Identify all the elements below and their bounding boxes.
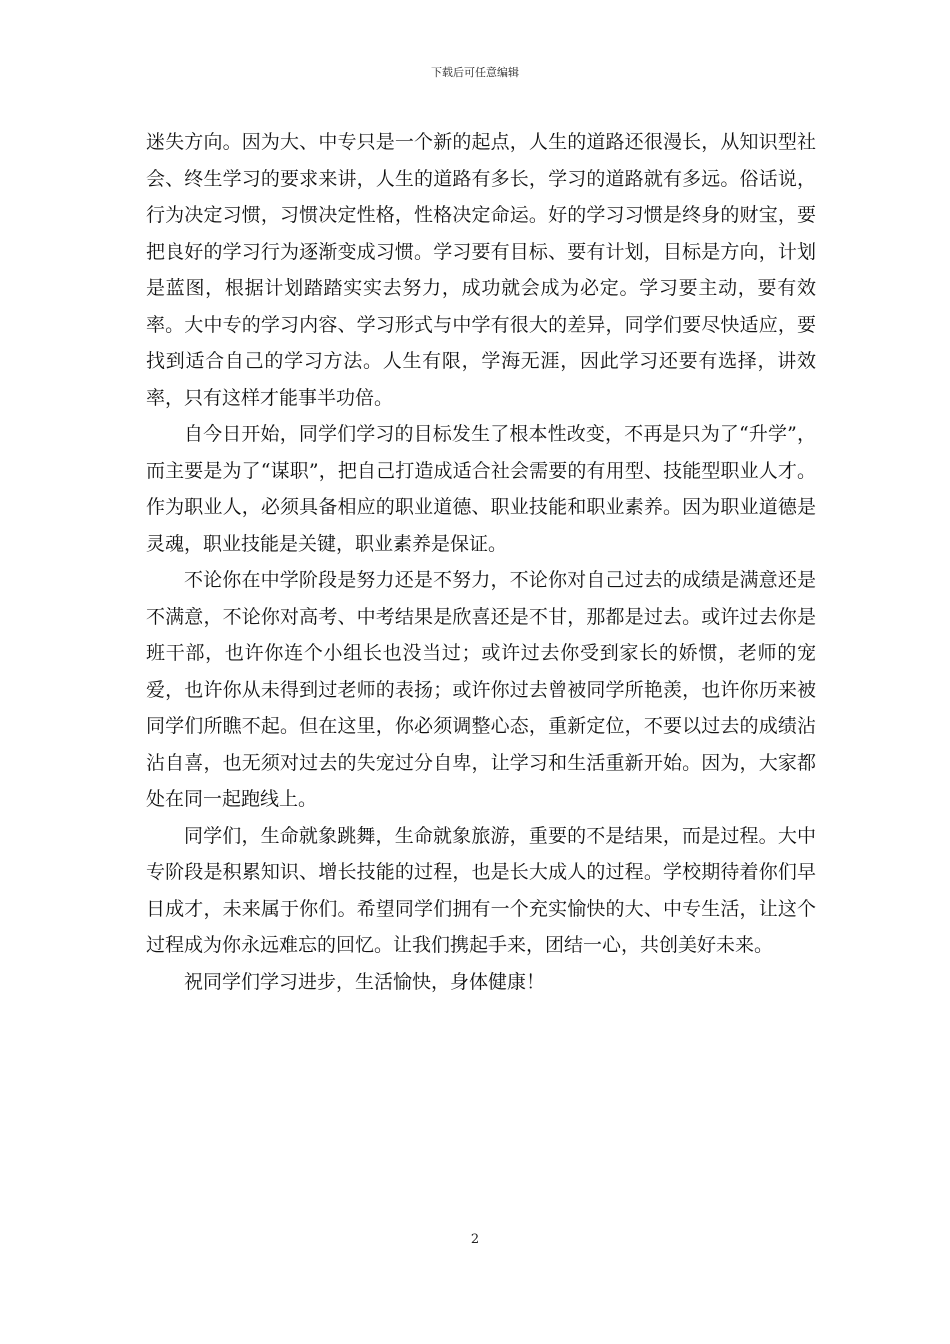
page-number: 2 bbox=[470, 1232, 480, 1247]
page-header: 下载后可任意编辑 bbox=[431, 66, 519, 79]
paragraph-learning-goals: 自今日开始，同学们学习的目标发生了根本性改变，不再是只为了“升学”，而主要是为了“谋职”，把自己打造成适合社会需要的有用型、技能型职业人才。作为职业人，必须具备相应的职业道德、职业技能和职业素养。因为职业道德是灵魂，职业技能是关键，职业素养是保证。 bbox=[146, 423, 816, 555]
document-body bbox=[146, 124, 816, 1000]
paragraph-past-achievements: 不论你在中学阶段是努力还是不努力，不论你对自己过去的成绩是满意还是不满意，不论你对高考、中考结果是欣喜还是不甘，那都是过去。或许过去你是班干部，也许你连个小组长也没当过；或许过去你受到家长的娇惯，老师的宠爱，也许你从未得到过老师的表扬；或许你过去曾被同学所艳羡，也许你历来被同学们所瞧不起。但在这里，你必须调整心态，重新定位，不要以过去的成绩沾沾自喜，也无须对过去的失宠过分自卑，让学习和生活重新开始。因为，大家都处在同一起跑线上。 bbox=[146, 569, 816, 810]
paragraph-closing-wish: 祝同学们学习进步，生活愉快，身体健康！ bbox=[184, 970, 546, 993]
paragraph-life-process: 同学们，生命就象跳舞，生命就象旅游，重要的不是结果，而是过程。大中专阶段是积累知识、增长技能的过程，也是长大成人的过程。学校期待着你们早日成才，未来属于你们。希望同学们拥有一个充实愉快的大、中专生活，让这个过程成为你永远难忘的回忆。让我们携起手来，团结一心，共创美好未来。 bbox=[146, 824, 816, 956]
paragraph-continued: 迷失方向。因为大、中专只是一个新的起点，人生的道路还很漫长，从知识型社会、终生学习的要求来讲，人生的道路有多长，学习的道路就有多远。俗话说，行为决定习惯，习惯决定性格，性格决定命运。好的学习习惯是终身的财宝，要把良好的学习行为逐渐变成习惯。学习要有目标、要有计划，目标是方向，计划是蓝图，根据计划踏踏实实去努力，成功就会成为必定。学习要主动，要有效率。大中专的学习内容、学习形式与中学有很大的差异，同学们要尽快适应，要找到适合自己的学习方法。人生有限，学海无涯，因此学习还要有选择，讲效率，只有这样才能事半功倍。 bbox=[146, 131, 816, 409]
